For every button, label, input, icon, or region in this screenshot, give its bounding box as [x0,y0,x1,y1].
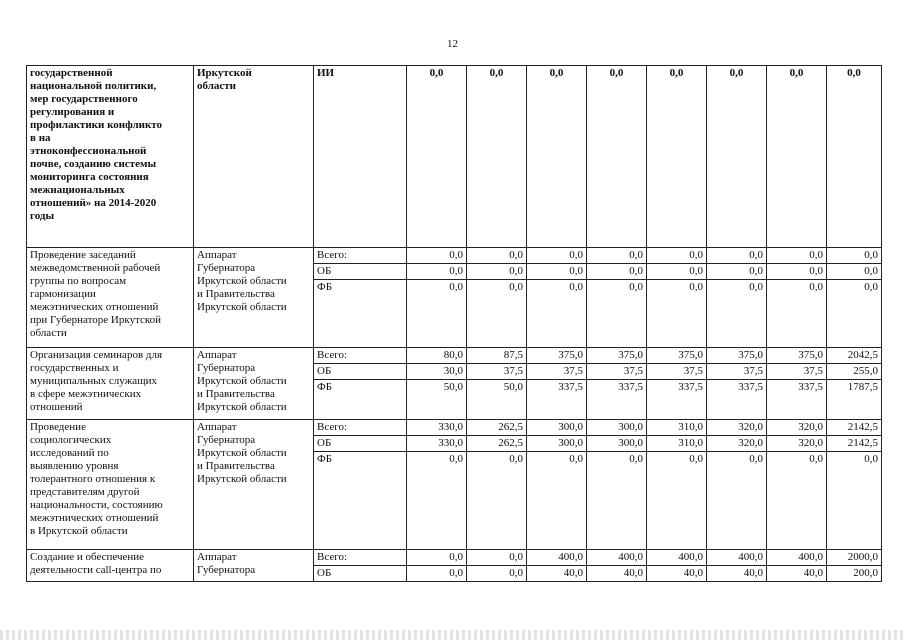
value-cell: 0,0 [467,566,527,582]
activity-executor-cell: Аппарат Губернатора Иркутской области и Правительства Иркутской области [194,348,314,420]
value-cell: 0,0 [767,280,827,348]
value-cell: 330,0 [407,436,467,452]
value-cell: 320,0 [767,420,827,436]
value-cell: 400,0 [707,550,767,566]
value-cell: 2042,5 [827,348,882,364]
value-cell: 0,0 [707,280,767,348]
value-cell: 40,0 [647,566,707,582]
value-cell: 2000,0 [827,550,882,566]
value-cell: 37,5 [587,364,647,380]
value-cell: 40,0 [527,566,587,582]
value-cell: 300,0 [527,436,587,452]
value-cell: 0,0 [827,264,882,280]
scan-edge-artifact [0,630,905,640]
value-cell: 0,0 [827,66,882,248]
source-cell: ОБ [314,264,407,280]
activity-name-cell: Организация семинаров для государственных и муниципальных служащих в сфере межэтнических отношений [27,348,194,420]
value-cell: 87,5 [467,348,527,364]
value-cell: 40,0 [707,566,767,582]
value-cell: 320,0 [707,436,767,452]
value-cell: 0,0 [767,248,827,264]
value-cell: 40,0 [587,566,647,582]
value-cell: 262,5 [467,436,527,452]
value-cell: 37,5 [767,364,827,380]
value-cell: 0,0 [467,452,527,550]
value-cell: 0,0 [587,280,647,348]
program-name-cell: государственной национальной политики, мер государственного регулирования и профилактики конфликто в на этноконфессиональной почве, созданию системы мониторинга состояния межнациональных отношений» на 2014-2020 годы [27,66,194,248]
value-cell: 0,0 [587,66,647,248]
value-cell: 0,0 [647,280,707,348]
value-cell: 337,5 [707,380,767,420]
value-cell: 375,0 [647,348,707,364]
value-cell: 330,0 [407,420,467,436]
value-cell: 0,0 [647,248,707,264]
source-cell: Всего: [314,348,407,364]
value-cell: 200,0 [827,566,882,582]
value-cell: 0,0 [407,264,467,280]
value-cell: 37,5 [527,364,587,380]
source-cell: Всего: [314,248,407,264]
value-cell: 0,0 [647,66,707,248]
source-cell: ФБ [314,452,407,550]
value-cell: 30,0 [407,364,467,380]
value-cell: 400,0 [767,550,827,566]
value-cell: 0,0 [647,452,707,550]
table-row [27,550,882,566]
value-cell: 375,0 [767,348,827,364]
value-cell: 0,0 [407,550,467,566]
activity-name-cell: Проведение социологических исследований по выявлению уровня толерантного отношения к представителям другой национальности, состоянию межэтнических отношений в Иркутской области [27,420,194,550]
value-cell: 310,0 [647,436,707,452]
budget-table [26,65,882,582]
value-cell: 0,0 [707,452,767,550]
value-cell: 300,0 [587,420,647,436]
value-cell: 37,5 [647,364,707,380]
value-cell: 0,0 [467,248,527,264]
value-cell: 0,0 [467,280,527,348]
value-cell: 337,5 [767,380,827,420]
value-cell: 37,5 [467,364,527,380]
value-cell: 0,0 [467,66,527,248]
source-cell: ОБ [314,436,407,452]
source-cell: ОБ [314,566,407,582]
source-cell: ФБ [314,280,407,348]
program-source-cell: ИИ [314,66,407,248]
activity-name-cell: Создание и обеспечение деятельности call-центра по [27,550,194,582]
value-cell: 300,0 [587,436,647,452]
value-cell: 0,0 [707,66,767,248]
value-cell: 0,0 [767,66,827,248]
value-cell: 0,0 [767,452,827,550]
value-cell: 310,0 [647,420,707,436]
value-cell: 320,0 [767,436,827,452]
value-cell: 337,5 [587,380,647,420]
value-cell: 2142,5 [827,420,882,436]
value-cell: 0,0 [587,248,647,264]
page-number: 12 [447,38,458,50]
value-cell: 50,0 [407,380,467,420]
value-cell: 0,0 [707,248,767,264]
value-cell: 337,5 [647,380,707,420]
value-cell: 375,0 [527,348,587,364]
value-cell: 0,0 [407,66,467,248]
value-cell: 0,0 [407,452,467,550]
value-cell: 262,5 [467,420,527,436]
table-row [27,420,882,436]
value-cell: 400,0 [647,550,707,566]
value-cell: 400,0 [587,550,647,566]
source-cell: ОБ [314,364,407,380]
value-cell: 0,0 [647,264,707,280]
value-cell: 0,0 [827,452,882,550]
table-row [27,348,882,364]
activity-executor-cell: Аппарат Губернатора Иркутской области и Правительства Иркутской области [194,248,314,348]
source-cell: Всего: [314,420,407,436]
value-cell: 0,0 [527,452,587,550]
activity-name-cell: Проведение заседаний межведомственной рабочей группы по вопросам гармонизации межэтнических отношений при Губернаторе Иркутской области [27,248,194,348]
value-cell: 37,5 [707,364,767,380]
value-cell: 0,0 [827,280,882,348]
value-cell: 0,0 [527,66,587,248]
value-cell: 0,0 [827,248,882,264]
source-cell: ФБ [314,380,407,420]
value-cell: 0,0 [407,566,467,582]
value-cell: 0,0 [407,248,467,264]
value-cell: 375,0 [707,348,767,364]
value-cell: 0,0 [467,550,527,566]
value-cell: 80,0 [407,348,467,364]
table-row [27,248,882,264]
value-cell: 0,0 [467,264,527,280]
activity-executor-cell: Аппарат Губернатора [194,550,314,582]
value-cell: 0,0 [527,248,587,264]
value-cell: 0,0 [527,264,587,280]
value-cell: 2142,5 [827,436,882,452]
value-cell: 337,5 [527,380,587,420]
source-cell: Всего: [314,550,407,566]
program-executor-cell: Иркутской области [194,66,314,248]
value-cell: 400,0 [527,550,587,566]
program-row [27,66,882,248]
value-cell: 0,0 [707,264,767,280]
value-cell: 1787,5 [827,380,882,420]
value-cell: 300,0 [527,420,587,436]
value-cell: 0,0 [587,264,647,280]
value-cell: 0,0 [587,452,647,550]
value-cell: 0,0 [527,280,587,348]
value-cell: 375,0 [587,348,647,364]
value-cell: 255,0 [827,364,882,380]
value-cell: 320,0 [707,420,767,436]
value-cell: 50,0 [467,380,527,420]
value-cell: 0,0 [407,280,467,348]
value-cell: 40,0 [767,566,827,582]
value-cell: 0,0 [767,264,827,280]
activity-executor-cell: Аппарат Губернатора Иркутской области и Правительства Иркутской области [194,420,314,550]
